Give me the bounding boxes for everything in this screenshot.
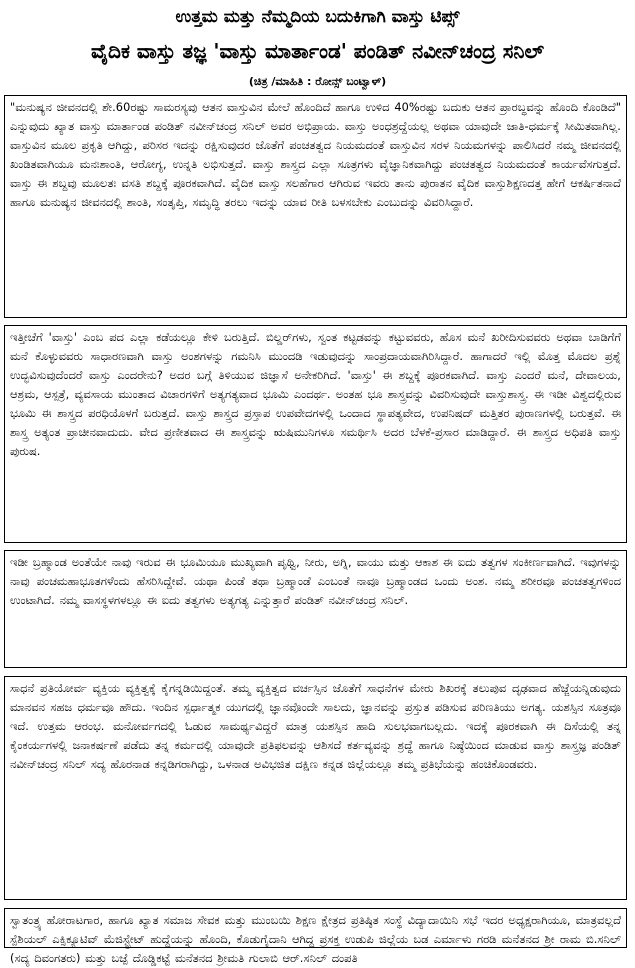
paragraph-box [4,95,627,318]
paragraph-text: ಸ್ವಾತಂತ್ರ್ಯ ಹೋರಾಟಗಾರ, ಹಾಗೂ ಖ್ಯಾತ ಸಮಾಜ ಸೇವಕ ಮತ್ತು ಮುಂಬಯಿ ಶಿಕ್ಷಣ ಕ್ಷೇತ್ರದ ಪ್ರತಿಷ್ಠಿತ ಸಂಸ್ಥೆ ವಿದ್ಯಾದಾಯಿನಿ ಸಭೆ ಇದರ ಅಧ್ಯಕ್ಷರಾಗಿಯೂ, ಮಾತ್ರವಲ್ಲದೆ ಸ್ಪೆಶಿಯಲ್ ಎಕ್ಸಿಕ್ಯೂಟಿವ್ ಮೆಜಿಸ್ಟ್ರೇಟ್ ಹುದ್ದೆಯನ್ನು ಹೊಂದಿ, ಕೊಡುಗೈದಾನಿ ಆಗಿದ್ದ ಪ್ರಸಕ್ತ ಉಡುಪಿ ಜಿಲ್ಲೆಯ ಬಡ ಎರ್ಮಾಳು ಗರಡಿ ಮನೆತನದ ಶ್ರೀ ರಾಮ ಬಿ.ಸನಿಲ್ (ಸದ್ಯ ದಿವಂಗತರು) ಮತ್ತು ಬಜ್ಪೆ ದೊಡ್ಡಿಕಟ್ಟೆ ಮನೆತನದ ಶ್ರೀಮತಿ ಗುಲಾಬಿ ಆರ್.ಸನಿಲ್ ದಂಪತಿ [10,914,621,965]
paragraph-box [4,550,627,668]
photo-credit: (ಚಿತ್ರ /ಮಾಹಿತಿ : ರೋನ್ಸ್ ಬಂಟ್ವಾಳ್) [248,75,387,88]
article-kicker: ಉತ್ತಮ ಮತ್ತು ನೆಮ್ಮದಿಯ ಬದುಕಿಗಾಗಿ ವಾಸ್ತು ಟಿಪ್ಸ್ [175,7,460,27]
paragraph-text: ಸಾಧನೆ ಪ್ರತಿಯೋರ್ವ ವ್ಯಕ್ತಿಯ ವ್ಯಕ್ತಿತ್ವಕ್ಕೆ ಕೈಗನ್ನಡಿಯಿದ್ದಂತೆ. ತಮ್ಮ ವ್ಯಕ್ತಿತ್ವದ ವರ್ಚಸ್ಸಿನ ಜೊತೆಗೆ ಸಾಧನೆಗಳ ಮೇರು ಶಿಖರಕ್ಕೆ ತಲುಪುವ ದೃಢವಾದ ಹೆಜ್ಜೆಯನ್ನಿಡುವುದು ಮಾನವನ ಸಹಜ ಧರ್ಮವೂ ಹೌದು. ಇಂದಿನ ಸ್ಪರ್ಧಾತ್ಮಕ ಯುಗದಲ್ಲಿ ಜ್ಞಾನವೊಂದೇ ಸಾಲದು, ಜ್ಞಾನವನ್ನು ಪ್ರಸ್ತುತ ಪಡಿಸುವ ಪರಿಣತಿಯು ಅಗತ್ಯ. ಯಶಸ್ಸಿನ ಸೂತ್ರವೂ ಇದೆ. ಉತ್ತಮ ಆರಂಭ. ಮನೋರ್ವಗದಲ್ಲಿ ಓಡುವ ಸಾಮರ್ಥ್ಯವಿದ್ದರೆ ಮಾತ್ರ ಯಶಸ್ಸಿನ ಹಾದಿ ಸುಲಭವಾಗಬಲ್ಲದು. ಇದಕ್ಕೆ ಪೂರಕವಾಗಿ ಈ ದಿಸೆಯಲ್ಲಿ ತನ್ನ ಕೈಂಕರ್ಯಗಳಲ್ಲಿ ಜನಾಕರ್ಷಣೆ ಪಡೆದು ತನ್ನ ಕರ್ಮದಲ್ಲಿ ಯಾವುದೇ ಪ್ರತಿಫಲವನ್ನು ಆಶಿಸದೆ ಕರ್ತವ್ಯವನ್ನು ಶ್ರದ್ಧೆ ಹಾಗೂ ನಿಷ್ಠೆಯಿಂದ ಮಾಡುವ ವಾಸ್ತು ಶಾಸ್ತ್ರಜ್ಞ ಪಂಡಿತ್ ನವೀನ್‌ಚಂದ್ರ ಸನಿಲ್ ಸದ್ಯ ಹೊರನಾಡ ಕನ್ನಡಿಗರಾಗಿದ್ದು, ಒಳನಾಡ ಅವಿಭಜಿತ ದಕ್ಷಿಣ ಕನ್ನಡ ಜಿಲ್ಲೆಯಲ್ಲೂ ತಮ್ಮ ಪ್ರತಿಭೆಯನ್ನು ಹಂಚಿಕೊಂಡವರು. [10,682,621,771]
paragraph-text: ಇತ್ತೀಚೆಗೆ 'ವಾಸ್ತು' ಎಂಬ ಪದ ಎಲ್ಲಾ ಕಡೆಯಲ್ಲೂ ಕೇಳಿ ಬರುತ್ತಿದೆ. ಬಿಲ್ಡರ್‌ಗಳು, ಸ್ವಂತ ಕಟ್ಟಡವನ್ನು ಕಟ್ಟುವವರು, ಹೊಸ ಮನೆ ಖರೀದಿಸುವವರು ಅಥವಾ ಬಾಡಿಗೆಗೆ ಮನೆ ಕೊಳ್ಳುವವರು ಸಾಧಾರಣವಾಗಿ ವಾಸ್ತು ಅಂಶಗಳನ್ನು ಗಮನಿಸಿ ಮುಂದಡಿ ಇಡುವುದನ್ನು ಸಾಂಪ್ರದಾಯವಾಗಿರಿಸಿದ್ದಾರೆ. ಹಾಗಾದರೆ ಇಲ್ಲಿ ಮೊತ್ತ ಮೊದಲ ಪ್ರಶ್ನೆ ಉದ್ಭವಿಸುವುದೆಂದರೆ ವಾಸ್ತು ಎಂದರೇನು? ಅದರ ಬಗ್ಗೆ ತಿಳಿಯುವ ಜಿಜ್ಞಾಸೆ ಅನೇಕರಿಗಿದೆ. 'ವಾಸ್ತು' ಈ ಶಬ್ದಕ್ಕೆ ಪೂರಕವಾಗಿದೆ. ವಾಸ್ತು ಎಂದರೆ ಮನೆ, ದೇವಾಲಯ, ಆಶ್ರಮ, ಆಸ್ಪತ್ರೆ, ವ್ಯವಸಾಯ ಮುಂತಾದ ವಿಚಾರಗಳಿಗೆ ಅತ್ಯಗತ್ಯವಾದ ಭೂಮಿ ಎಂದರ್ಥ. ಅಂತಹ ಭೂ ಶಾಸ್ತ್ರವನ್ನು ವಿವರಿಸುವುದೇ ವಾಸ್ತುಶಾಸ್ತ್ರ. ಈ ಇಡೀ ವಿಶ್ವದಲ್ಲಿರುವ ಭೂಮಿ ಈ ಶಾಸ್ತ್ರದ ಪರಧಿಯೊಳಗೆ ಬರುತ್ತದೆ. ವಾಸ್ತು ಶಾಸ್ತ್ರದ ಪ್ರಸ್ತಾಪ ಉಪವೇದಗಳಲ್ಲಿ ಒಂದಾದ ಸ್ಥಾಪತ್ಯವೇದ, ಉಪನಿಷದ್ ಮತ್ತಿತರ ಪುರಾಣಗಳಲ್ಲಿ ಬರುತ್ತವೆ. ಈ ಶಾಸ್ತ್ರ ಅತ್ಯಂತ ಪ್ರಾಚೀನವಾದುದು. ವೇದ ಪ್ರಣೀತವಾದ ಈ ಶಾಸ್ತ್ರವನ್ನು ಋಷಿಮುನಿಗಳೂ ಸಮರ್ಥಿಸಿ ಅದರ ಬೆಳಕೆ-ಪ್ರಸಾರ ಮಾಡಿದ್ದಾರೆ. ಈ ಶಾಸ್ತ್ರದ ಅಧಿಪತಿ ವಾಸ್ತು ಪುರುಷ. [10,331,621,458]
paragraph-box [4,908,627,965]
paragraph-box [4,676,627,900]
article-title: ವೈದಿಕ ವಾಸ್ತು ತಜ್ಞ 'ವಾಸ್ತು ಮಾರ್ತಾಂಡ' ಪಂಡಿತ್ ನವೀನ್‌ಚಂದ್ರ ಸನಿಲ್ [91,39,544,63]
paragraph-text: "ಮನುಷ್ಯನ ಜೀವನದಲ್ಲಿ ಶೇ.60ರಷ್ಟು ಸಾಮರಸ್ಯವು ಆತನ ವಾಸ್ತುವಿನ ಮೇಲೆ ಹೊಂದಿದೆ ಹಾಗೂ ಉಳಿದ 40%ರಷ್ಟು ಬದುಕು ಆತನ ಪ್ರಾರಬ್ಧವನ್ನು ಹೊಂದಿ ಕೊಂಡಿದೆ" ಎನ್ನುವುದು ಖ್ಯಾತ ವಾಸ್ತು ಮಾರ್ತಾಂಡ ಪಂಡಿತ್ ನವೀನ್‌ಚಂದ್ರ ಸನಿಲ್ ಅವರ ಅಭಿಪ್ರಾಯ. ವಾಸ್ತು ಅಂಧಶ್ರದ್ದೆಯಲ್ಲ ಅಥವಾ ಯಾವುದೇ ಜಾತಿ-ಧರ್ಮಕ್ಕೆ ಸೀಮಿತವಾಗಿಲ್ಲ. ವಾಸ್ತುವಿನ ಮೂಲ ಪ್ರಕೃತಿ ಆಗಿದ್ದು, ಪರಿಸರ ಇದನ್ನು ರಕ್ಷಿಸುವುದರ ಜೊತೆಗೆ ಪಂಚತತ್ವದ ನಿಯಮದಂತೆ ವಾಸ್ತುವಿನ ಸರಳ ನಿಯಮಗಳನ್ನು ಪಾಲಿಸಿದರೆ ನಮ್ಮ ಜೀವನದಲ್ಲಿ ಖಂಡಿತವಾಗಿಯೂ ಮನಃಶಾಂತಿ, ಆರೋಗ್ಯ, ಉನ್ನತಿ ಲಭಿಸುತ್ತದೆ. ವಾಸ್ತು ಶಾಸ್ತ್ರದ ಎಲ್ಲಾ ಸೂತ್ರಗಳು ವೈಜ್ಞಾನಿಕವಾಗಿದ್ದು ಪಂಚತತ್ವದ ನಿಯಮದಂತೆ ಕಾರ್ಯವೆಸಗುತ್ತದೆ. ವಾಸ್ತು ಈ ಶಬ್ದವು ಮೂಲತಃ ವಸತಿ ಶಬ್ದಕ್ಕೆ ಪೂರಕವಾಗಿದೆ. ವೈದಿಕ ವಾಸ್ತು ಸಲಹೆಗಾರ ಆಗಿರುವ ಇವರು ತಾನು ಪುರಾತನ ವೈದಿಕ ವಾಸ್ತುಶಿಕ್ಷಣದತ್ತ ಹೇಗೆ ಆಕರ್ಷಿತನಾದೆ ಹಾಗೂ ಮನುಷ್ಯನ ಜೀವನದಲ್ಲಿ ಶಾಂತಿ, ಸಂತೃಪ್ತಿ, ಸಮೃದ್ಧಿ ತರಲು ಇದನ್ನು ಯಾವ ರೀತಿ ಬಳಸಬೇಕು ಎಂಬುದನ್ನು ವಿವರಿಸಿದ್ದಾರೆ. [10,101,621,209]
paragraph-text: ಇಡೀ ಬ್ರಹ್ಮಾಂಡ ಅಂತೆಯೇ ನಾವು ಇರುವ ಈ ಭೂಮಿಯೂ ಮುಖ್ಯವಾಗಿ ಪೃಥ್ವಿ, ನೀರು, ಅಗ್ನಿ, ವಾಯು ಮತ್ತು ಆಕಾಶ ಈ ಐದು ತತ್ವಗಳ ಸಂಕೀರ್ಣವಾಗಿದೆ. ಇವುಗಳನ್ನು ನಾವು ಪಂಚಮಹಾಭೂತಗಳೆಂದು ಹೆಸರಿಸಿದ್ದೇವೆ. ಯಥಾ ಪಿಂಡೆ ತಥಾ ಬ್ರಹ್ಮಾಂಡೆ ಎಂಬಂತೆ ನಾವೂ ಬ್ರಹ್ಮಾಂಡದ ಒಂದು ಅಂಶ. ನಮ್ಮ ಶರೀರವೂ ಪಂಚತತ್ವಗಳಿಂದ ಉಂಟಾಗಿದೆ. ನಮ್ಮ ವಾಸಸ್ಥಳಗಳಲ್ಲೂ ಈ ಐದು ತತ್ವಗಳು ಅತ್ಯಗತ್ಯ ಎನ್ನುತ್ತಾರೆ ಪಂಡಿತ್ ನವೀನ್‌ಚಂದ್ರ ಸನಿಲ್. [10,556,621,607]
paragraph-box [4,325,627,543]
